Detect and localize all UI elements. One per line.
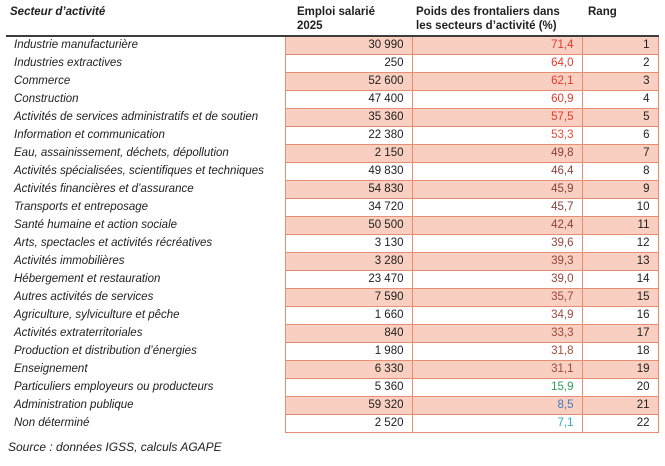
employment-cell: 5 360 [285,379,412,397]
table-row [6,361,658,379]
weight-cell: 62,1 [412,73,582,91]
header-employment-line2: 2025 [297,20,323,32]
weight-cell: 8,5 [412,397,582,415]
sector-cell: Information et communication [6,127,285,145]
weight-cell: 39,6 [412,235,582,253]
table-row [6,109,658,127]
rank-cell: 18 [582,343,658,361]
table-row [6,289,658,307]
source-note: Source : données IGSS, calculs AGAPE [8,440,222,454]
header-row [6,2,658,36]
rank-cell: 5 [582,109,658,127]
employment-cell: 47 400 [285,91,412,109]
weight-cell: 45,9 [412,181,582,199]
sector-cell: Administration publique [6,397,285,415]
weight-cell: 49,8 [412,145,582,163]
table-row [6,307,658,325]
employment-cell: 2 520 [285,415,412,433]
rank-cell: 3 [582,73,658,91]
table-row [6,397,658,415]
rank-cell: 8 [582,163,658,181]
weight-cell: 57,5 [412,109,582,127]
rank-cell: 10 [582,199,658,217]
weight-cell: 60,9 [412,91,582,109]
table-row [6,253,658,271]
sector-cell: Construction [6,91,285,109]
weight-cell: 7,1 [412,415,582,433]
table-row [6,271,658,289]
table-row [6,379,658,397]
employment-cell: 250 [285,55,412,73]
rank-cell: 21 [582,397,658,415]
table-header [6,2,658,36]
sector-cell: Industrie manufacturière [6,36,285,55]
header-weight-line1: Poids des frontaliers dans [416,6,560,18]
sector-cell: Santé humaine et action sociale [6,217,285,235]
table-row [6,343,658,361]
employment-cell: 23 470 [285,271,412,289]
table-row [6,145,658,163]
weight-cell: 31,8 [412,343,582,361]
rank-cell: 2 [582,55,658,73]
table-row [6,235,658,253]
weight-cell: 35,7 [412,289,582,307]
header-rank-label: Rang [588,6,617,18]
weight-cell: 39,0 [412,271,582,289]
employment-cell: 3 280 [285,253,412,271]
employment-cell: 59 320 [285,397,412,415]
weight-cell: 45,7 [412,199,582,217]
rank-cell: 16 [582,307,658,325]
employment-cell: 49 830 [285,163,412,181]
frontaliers-sector-table [6,2,659,433]
header-employment-line1: Emploi salarié [297,6,375,18]
rank-cell: 1 [582,36,658,55]
weight-cell: 42,4 [412,217,582,235]
sector-cell: Activités spécialisées, scientifiques et techniques [6,163,285,181]
sector-cell: Activités financières et d’assurance [6,181,285,199]
employment-cell: 840 [285,325,412,343]
table-row [6,415,658,433]
sector-cell: Agriculture, sylviculture et pêche [6,307,285,325]
sector-cell: Transports et entreposage [6,199,285,217]
rank-cell: 15 [582,289,658,307]
table-row [6,217,658,235]
header-sector [6,2,285,36]
rank-cell: 7 [582,145,658,163]
rank-cell: 9 [582,181,658,199]
header-employment [285,2,412,36]
employment-cell: 3 130 [285,235,412,253]
header-rank [582,2,658,36]
employment-cell: 6 330 [285,361,412,379]
table-row [6,91,658,109]
table-row [6,181,658,199]
weight-cell: 31,1 [412,361,582,379]
employment-cell: 2 150 [285,145,412,163]
sector-cell: Activités immobilières [6,253,285,271]
table-row [6,55,658,73]
rank-cell: 17 [582,325,658,343]
employment-cell: 35 360 [285,109,412,127]
table-row [6,36,658,55]
employment-cell: 7 590 [285,289,412,307]
employment-cell: 50 500 [285,217,412,235]
employment-cell: 22 380 [285,127,412,145]
rank-cell: 14 [582,271,658,289]
weight-cell: 46,4 [412,163,582,181]
employment-cell: 52 600 [285,73,412,91]
sector-cell: Arts, spectacles et activités récréatives [6,235,285,253]
table-row [6,73,658,91]
weight-cell: 34,9 [412,307,582,325]
weight-cell: 15,9 [412,379,582,397]
table-row [6,163,658,181]
weight-cell: 39,3 [412,253,582,271]
employment-cell: 54 830 [285,181,412,199]
weight-cell: 53,3 [412,127,582,145]
weight-cell: 33,3 [412,325,582,343]
employment-cell: 30 990 [285,36,412,55]
sector-cell: Production et distribution d’énergies [6,343,285,361]
rank-cell: 13 [582,253,658,271]
table-row [6,127,658,145]
header-sector-label: Secteur d’activité [10,6,106,18]
weight-cell: 64,0 [412,55,582,73]
rank-cell: 20 [582,379,658,397]
weight-cell: 71,4 [412,36,582,55]
rank-cell: 6 [582,127,658,145]
sector-cell: Enseignement [6,361,285,379]
rank-cell: 22 [582,415,658,433]
sector-cell: Industries extractives [6,55,285,73]
rank-cell: 19 [582,361,658,379]
sector-cell: Particuliers employeurs ou producteurs [6,379,285,397]
sector-cell: Activités extraterritoriales [6,325,285,343]
sector-cell: Activités de services administratifs et de soutien [6,109,285,127]
rank-cell: 11 [582,217,658,235]
table-row [6,325,658,343]
rank-cell: 4 [582,91,658,109]
employment-cell: 1 660 [285,307,412,325]
sector-cell: Autres activités de services [6,289,285,307]
sector-cell: Hébergement et restauration [6,271,285,289]
employment-cell: 1 980 [285,343,412,361]
table-body [6,36,658,433]
sector-cell: Non déterminé [6,415,285,433]
employment-cell: 34 720 [285,199,412,217]
rank-cell: 12 [582,235,658,253]
header-weight-line2: les secteurs d’activité (%) [416,20,557,32]
table-row [6,199,658,217]
header-weight [412,2,582,36]
sector-cell: Commerce [6,73,285,91]
sector-cell: Eau, assainissement, déchets, dépollution [6,145,285,163]
